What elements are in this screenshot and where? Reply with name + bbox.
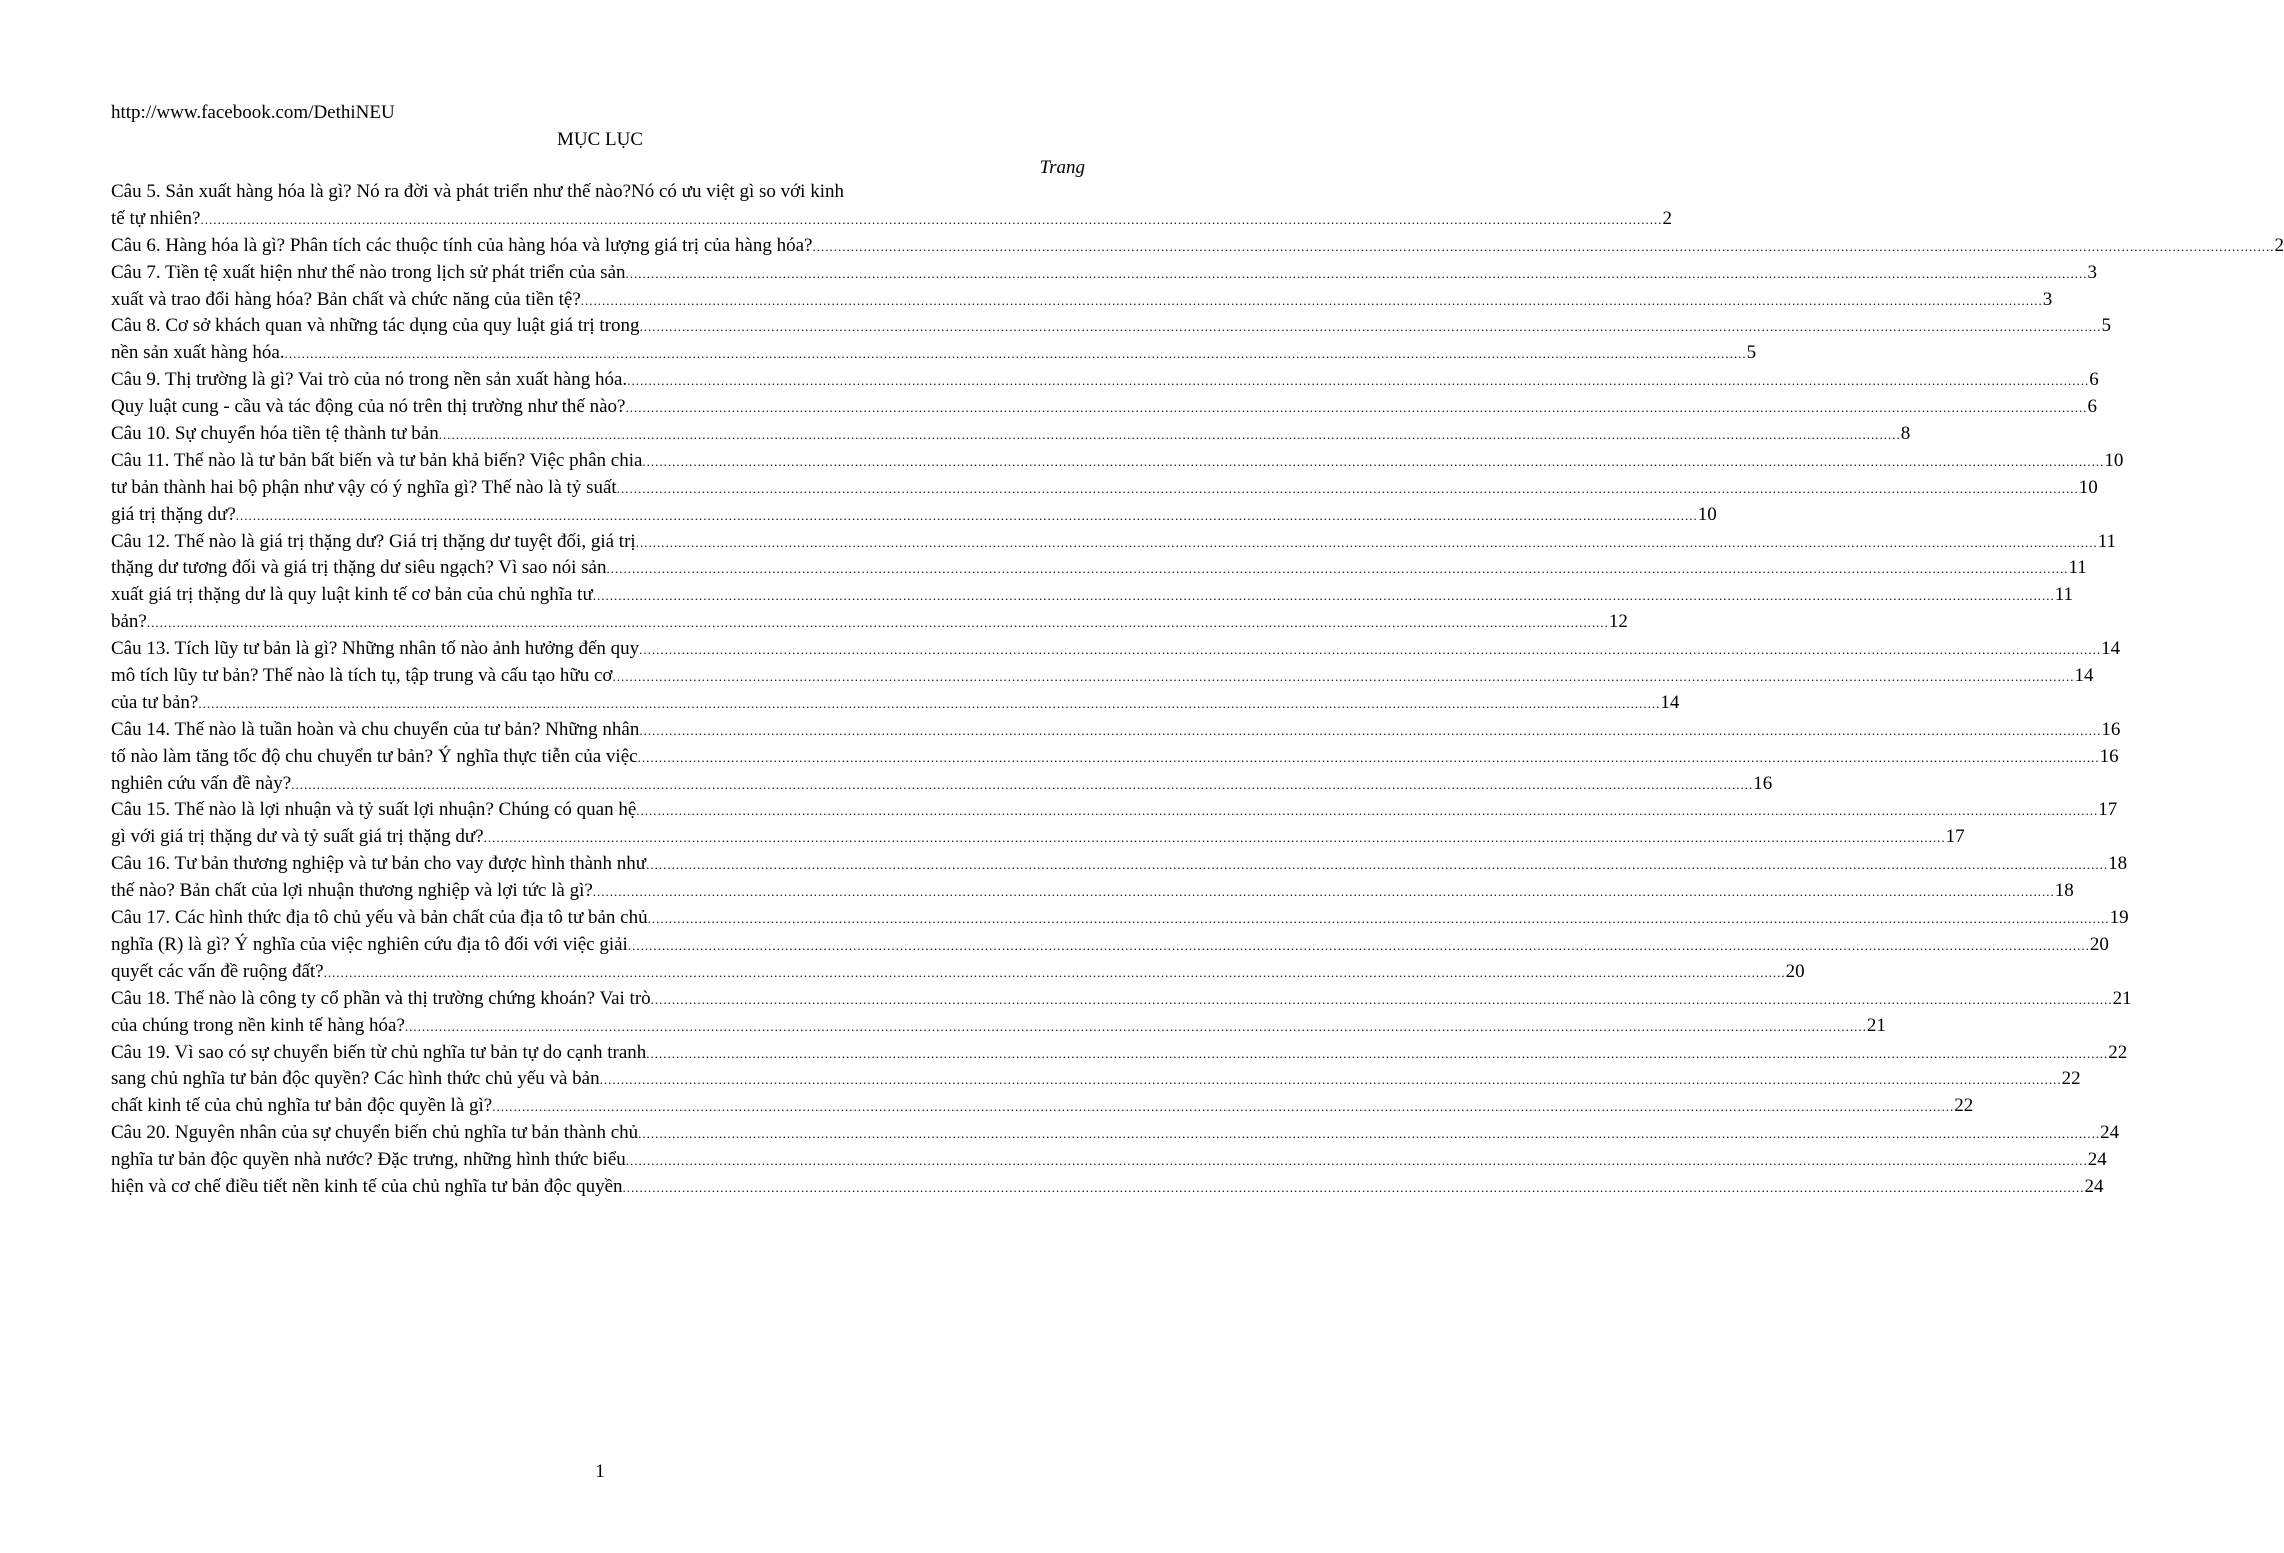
dot-leader xyxy=(625,395,2087,422)
toc-entry[interactable] xyxy=(111,663,2094,690)
dot-leader xyxy=(200,207,1662,234)
dot-leader xyxy=(439,422,1901,449)
toc-entry-text: Câu 9. Thị trường là gì? Vai trò của nó trong nền sản xuất hàng hóa. xyxy=(111,369,628,391)
toc-entry[interactable] xyxy=(111,932,2109,959)
toc-entry[interactable] xyxy=(111,1066,2081,1093)
toc-entry-page: 11 xyxy=(2054,584,2074,606)
toc-entry-page: 17 xyxy=(2098,799,2118,821)
toc-entry-text: Câu 14. Thế nào là tuần hoàn và chu chuyển của tư bản? Những nhân xyxy=(111,718,640,740)
toc-entry[interactable] xyxy=(111,475,2098,502)
dot-leader xyxy=(291,772,1753,799)
toc-entry-text: quyết các vấn đề ruộng đất? xyxy=(111,960,324,982)
toc-entry-page: 22 xyxy=(2061,1068,2081,1090)
toc-entry-page: 11 xyxy=(2068,557,2087,579)
toc-entry[interactable] xyxy=(111,394,2097,421)
toc-entry[interactable] xyxy=(111,851,2128,878)
toc-entry[interactable] xyxy=(111,1147,2107,1174)
toc-entry[interactable] xyxy=(111,287,2053,314)
toc-entry[interactable] xyxy=(111,313,2112,340)
toc-entry-page: 17 xyxy=(1945,826,1965,848)
toc-entry-page: 10 xyxy=(2078,476,2098,498)
toc-entry-page: 21 xyxy=(1866,1014,1886,1036)
toc-entry-text: nền sản xuất hàng hóa. xyxy=(111,342,285,364)
page-title: MỤC LỤC xyxy=(556,129,644,150)
dot-leader xyxy=(639,637,2101,664)
dot-leader xyxy=(581,288,2043,315)
toc-entry-text: bản? xyxy=(111,611,147,633)
toc-entry-text: Câu 10. Sự chuyển hóa tiền tệ thành tư bản xyxy=(111,423,439,445)
toc-entry[interactable] xyxy=(111,340,1757,367)
toc-entry-text: xuất và trao đổi hàng hóa? Bản chất và chức năng của tiền tệ? xyxy=(111,288,581,310)
toc-entry-text: Câu 12. Thế nào là giá trị thặng dư? Giá trị thặng dư tuyệt đối, giá trị xyxy=(111,530,636,552)
toc-entry-page: 8 xyxy=(1900,423,1911,445)
toc-entry-page: 20 xyxy=(1785,960,1805,982)
toc-entry-page: 3 xyxy=(2042,288,2053,310)
toc-entry[interactable] xyxy=(111,367,2099,394)
dot-leader xyxy=(626,261,2088,288)
dot-leader xyxy=(642,449,2104,476)
toc-entry[interactable] xyxy=(111,582,2074,609)
toc-entry[interactable] xyxy=(111,1174,2104,1201)
toc-entry-text: Quy luật cung - cầu và tác động của nó trên thị trường như thế nào? xyxy=(111,396,626,418)
toc-entry-page: 5 xyxy=(1746,342,1757,364)
toc-entry-text: giá trị thặng dư? xyxy=(111,503,236,525)
toc-entry[interactable] xyxy=(111,1040,2128,1067)
table-of-contents xyxy=(111,179,2284,1201)
dot-leader xyxy=(612,664,2074,691)
dot-leader xyxy=(639,718,2101,745)
dot-leader xyxy=(638,1121,2100,1148)
toc-entry[interactable] xyxy=(111,959,1805,986)
toc-entry[interactable] xyxy=(111,502,1717,529)
dot-leader xyxy=(628,933,2090,960)
dot-leader xyxy=(648,906,2110,933)
toc-entry[interactable] xyxy=(111,1093,1974,1120)
page-number: 1 xyxy=(595,1461,605,1482)
toc-entry[interactable] xyxy=(111,771,1773,798)
toc-entry-page: 16 xyxy=(2099,745,2119,767)
toc-entry-page: 6 xyxy=(2087,396,2097,418)
dot-leader xyxy=(606,556,2068,583)
toc-entry-text: sang chủ nghĩa tư bản độc quyền? Các hình thức chủ yếu và bản xyxy=(111,1068,600,1090)
toc-entry-page: 24 xyxy=(2100,1122,2120,1144)
dot-leader xyxy=(812,234,2274,261)
toc-entry-text: của tư bản? xyxy=(111,691,199,713)
dot-leader xyxy=(600,1067,2062,1094)
toc-entry[interactable] xyxy=(111,690,1680,717)
dot-leader xyxy=(492,1094,1954,1121)
dot-leader xyxy=(646,1041,2108,1068)
toc-entry-page: 18 xyxy=(2054,880,2074,902)
toc-entry-page: 2 xyxy=(1662,207,1672,229)
toc-entry[interactable] xyxy=(111,421,1911,448)
toc-entry[interactable] xyxy=(111,1013,1886,1040)
toc-entry-text: hiện và cơ chế điều tiết nền kinh tế của chủ nghĩa tư bản độc quyền xyxy=(111,1175,623,1197)
toc-entry-page: 22 xyxy=(1954,1095,1974,1117)
toc-entry[interactable] xyxy=(111,717,2121,744)
toc-entry-page: 14 xyxy=(2101,638,2121,660)
dot-leader xyxy=(636,530,2098,557)
toc-entry-text: gì với giá trị thặng dư và tỷ suất giá trị thặng dư? xyxy=(111,826,484,848)
toc-entry-page: 19 xyxy=(2109,907,2129,929)
toc-entry-page: 10 xyxy=(2104,449,2124,471)
dot-leader xyxy=(147,610,1609,637)
toc-entry-text: Câu 13. Tích lũy tư bản là gì? Những nhân tố nào ảnh hưởng đến quy xyxy=(111,638,640,660)
toc-entry-page: 18 xyxy=(2108,853,2128,875)
header-url[interactable]: http://www.facebook.com/DethiNEU xyxy=(111,102,395,123)
toc-entry-text: Câu 16. Tư bản thương nghiệp và tư bản cho vay được hình thành như xyxy=(111,853,647,875)
toc-entry-text: Câu 15. Thế nào là lợi nhuận và tỷ suất lợi nhuận? Chúng có quan hệ xyxy=(111,799,637,821)
toc-entry-text-line1: Câu 5. Sản xuất hàng hóa là gì? Nó ra đời và phát triển như thế nào?Nó có ưu việt gì so với kinh xyxy=(111,181,844,202)
toc-entry[interactable] xyxy=(111,448,2124,475)
toc-entry[interactable] xyxy=(111,555,2087,582)
dot-leader xyxy=(646,852,2108,879)
toc-entry-page: 11 xyxy=(2097,530,2116,552)
toc-entry[interactable] xyxy=(111,1120,2120,1147)
dot-leader xyxy=(636,798,2098,825)
toc-entry-page: 20 xyxy=(2089,933,2109,955)
toc-entry-text: Câu 20. Nguyên nhân của sự chuyển biến chủ nghĩa tư bản thành chủ xyxy=(111,1122,639,1144)
dot-leader xyxy=(593,583,2055,610)
dot-leader xyxy=(638,745,2100,772)
dot-leader xyxy=(627,368,2089,395)
toc-entry-text: thế nào? Bản chất của lợi nhuận thương nghiệp và lợi tức là gì? xyxy=(111,880,593,902)
dot-leader xyxy=(623,1175,2085,1202)
toc-entry-page: 14 xyxy=(2074,665,2094,687)
toc-entry[interactable] xyxy=(111,986,2132,1013)
toc-entry[interactable] xyxy=(111,260,2098,287)
toc-entry-page: 16 xyxy=(1753,772,1773,794)
toc-entry-page: 24 xyxy=(2087,1149,2107,1171)
dot-leader xyxy=(285,341,1747,368)
toc-entry[interactable] xyxy=(111,609,1628,636)
toc-entry-page: 14 xyxy=(1660,691,1680,713)
toc-entry-text: của chúng trong nền kinh tế hàng hóa? xyxy=(111,1014,405,1036)
toc-entry[interactable] xyxy=(111,824,1965,851)
toc-entry[interactable] xyxy=(111,905,2129,932)
toc-entry[interactable] xyxy=(111,529,2116,556)
toc-entry-page: 2 xyxy=(2274,234,2284,256)
toc-entry-text: Câu 8. Cơ sở khách quan và những tác dụng của quy luật giá trị trong xyxy=(111,315,640,337)
toc-entry-page: 5 xyxy=(2101,315,2112,337)
toc-entry-page: 22 xyxy=(2108,1041,2128,1063)
dot-leader xyxy=(236,503,1698,530)
toc-entry[interactable] xyxy=(111,744,2119,771)
toc-entry-page: 21 xyxy=(2112,987,2132,1009)
toc-entry-page: 24 xyxy=(2084,1175,2104,1197)
dot-leader xyxy=(617,476,2079,503)
page-column-label: Trang xyxy=(1039,157,1085,178)
toc-entry[interactable] xyxy=(111,233,2284,260)
toc-entry-text: tư bản thành hai bộ phận như vậy có ý nghĩa gì? Thế nào là tỷ suất xyxy=(111,476,617,498)
toc-entry-text: Câu 17. Các hình thức địa tô chủ yếu và bản chất của địa tô tư bản chủ xyxy=(111,907,648,929)
toc-entry-page: 10 xyxy=(1697,503,1717,525)
toc-entry-page: 6 xyxy=(2089,369,2099,391)
dot-leader xyxy=(593,879,2055,906)
toc-entry-text: thặng dư tương đối và giá trị thặng dư siêu ngạch? Vì sao nói sản xyxy=(111,557,607,579)
dot-leader xyxy=(405,1014,1867,1041)
dot-leader xyxy=(324,960,1786,987)
toc-entry-page: 16 xyxy=(2101,718,2121,740)
dot-leader xyxy=(198,691,1660,718)
toc-entry-text: Câu 7. Tiền tệ xuất hiện như thế nào trong lịch sử phát triển của sản xyxy=(111,261,626,283)
toc-entry[interactable] xyxy=(111,878,2074,905)
toc-entry-text: Câu 18. Thế nào là công ty cổ phần và thị trường chứng khoán? Vai trò xyxy=(111,987,651,1009)
toc-entry-text: Câu 6. Hàng hóa là gì? Phân tích các thuộc tính của hàng hóa và lượng giá trị của hàng hóa? xyxy=(111,234,813,256)
toc-entry-text: nghiên cứu vấn đề này? xyxy=(111,772,292,794)
dot-leader xyxy=(640,314,2102,341)
toc-entry-page: 3 xyxy=(2087,261,2098,283)
toc-entry-text: Câu 11. Thế nào là tư bản bất biến và tư bản khả biến? Việc phân chia xyxy=(111,449,643,471)
dot-leader xyxy=(626,1148,2088,1175)
toc-entry[interactable] xyxy=(111,636,2121,663)
dot-leader xyxy=(651,987,2113,1014)
toc-entry[interactable] xyxy=(111,797,2118,824)
toc-entry-text: mô tích lũy tư bản? Thế nào là tích tụ, tập trung và cấu tạo hữu cơ xyxy=(111,665,613,687)
toc-entry-text: tố nào làm tăng tốc độ chu chuyển tư bản? Ý nghĩa thực tiễn của việc xyxy=(111,745,638,767)
toc-entry[interactable] xyxy=(111,179,1672,233)
toc-entry-text: xuất giá trị thặng dư là quy luật kinh tế cơ bản của chủ nghĩa tư xyxy=(111,584,593,606)
toc-entry-text: Câu 19. Vì sao có sự chuyển biến từ chủ nghĩa tư bản tự do cạnh tranh xyxy=(111,1041,647,1063)
toc-entry-text: nghĩa (R) là gì? Ý nghĩa của việc nghiên cứu địa tô đối với việc giải xyxy=(111,933,628,955)
toc-entry-text: chất kinh tế của chủ nghĩa tư bản độc quyền là gì? xyxy=(111,1095,493,1117)
dot-leader xyxy=(484,825,1946,852)
toc-entry-page: 12 xyxy=(1608,611,1628,633)
toc-entry-text: nghĩa tư bản độc quyền nhà nước? Đặc trưng, những hình thức biểu xyxy=(111,1149,626,1171)
toc-entry-text-line2: tế tự nhiên? xyxy=(111,207,201,229)
